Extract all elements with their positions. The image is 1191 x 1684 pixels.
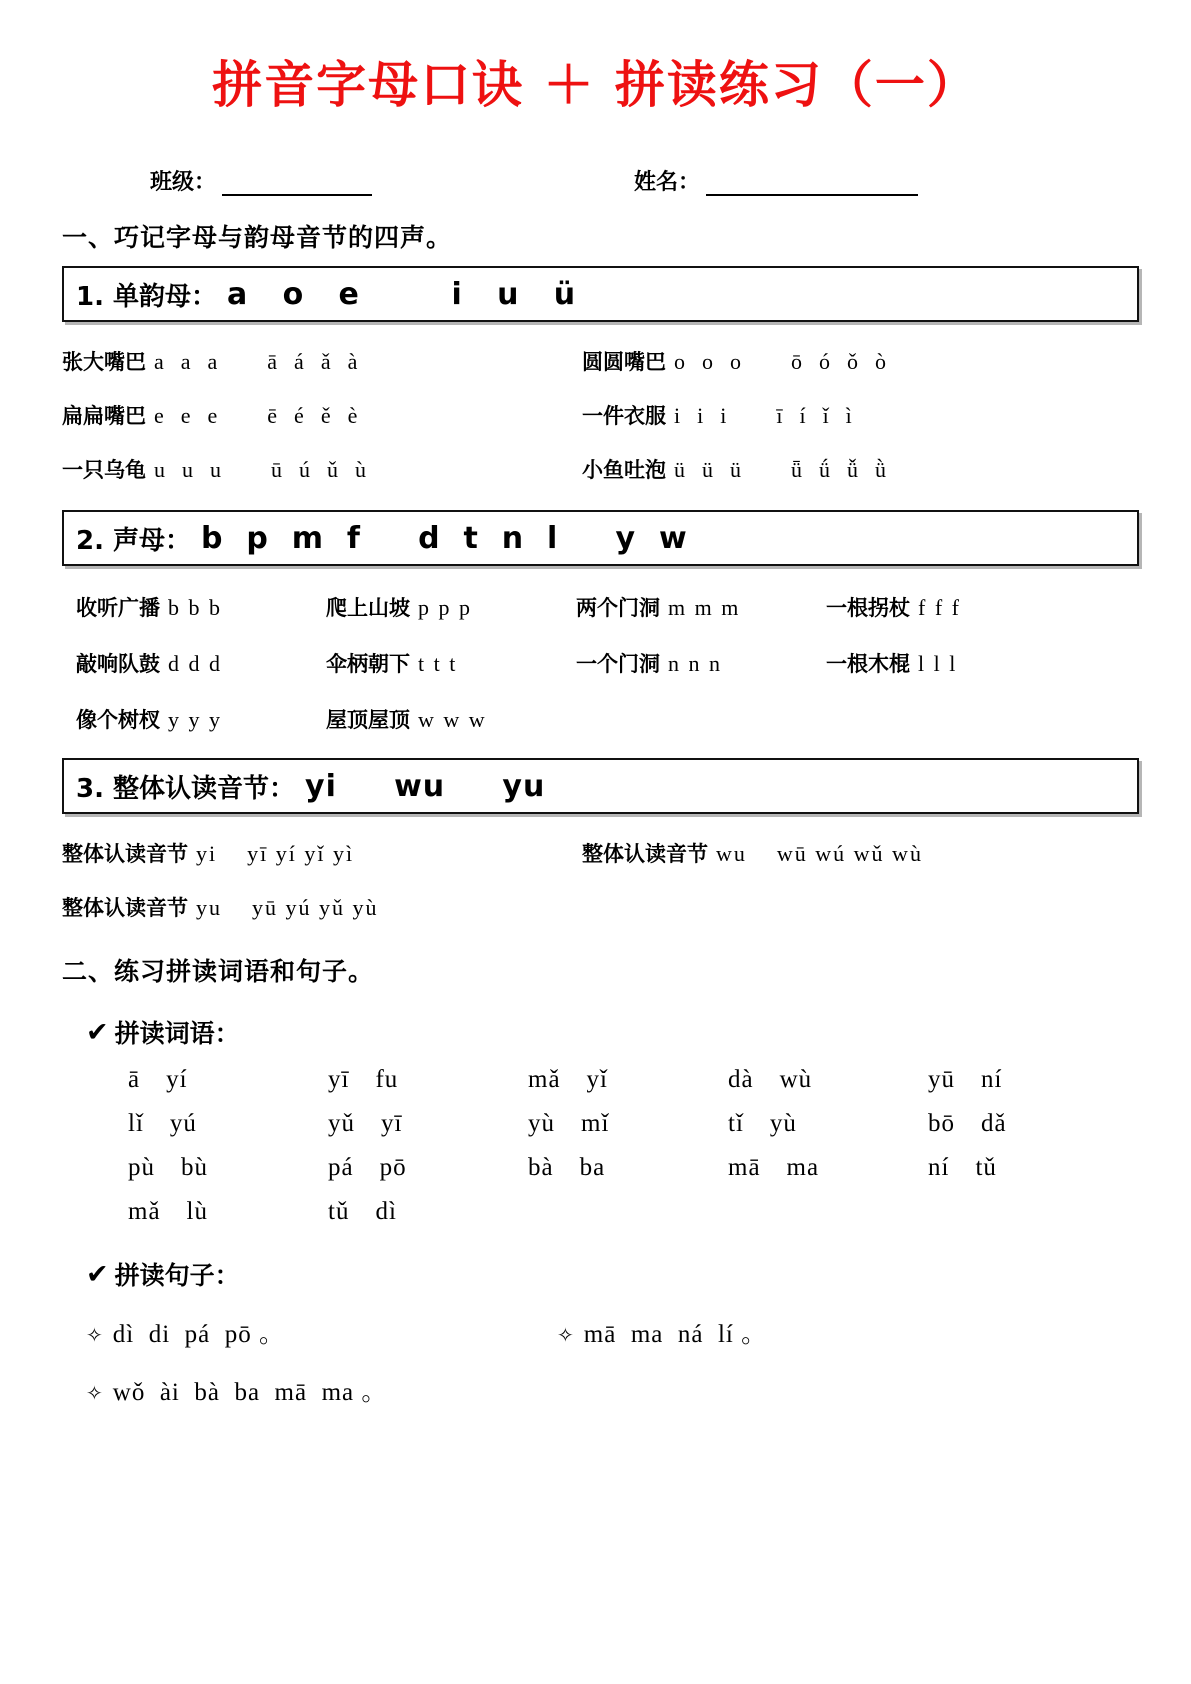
class-blank-line[interactable]	[222, 174, 372, 196]
diamond-bullet-icon: ✧	[557, 1325, 574, 1347]
mnemonic-phrase: 张大嘴巴	[62, 350, 146, 374]
syllable: fu	[375, 1066, 399, 1093]
consonant-mnemonic-cell	[326, 648, 576, 678]
consonant-mnemonic-row	[62, 592, 1139, 622]
mnemonic-letters: f f f	[918, 595, 961, 620]
consonant-mnemonic-cell	[576, 648, 826, 678]
syllable: dǎ	[981, 1110, 1007, 1137]
diamond-bullet-icon: ✧	[86, 1325, 103, 1347]
simple-vowels-box	[62, 266, 1139, 322]
section-two-heading: 二、练习拼读词语和句子。	[62, 957, 375, 986]
mnemonic-letters: u u u	[154, 457, 223, 482]
student-info-row	[0, 165, 1191, 196]
consonant-mnemonic-cell	[76, 592, 326, 622]
initials-label: 2. 声母：	[76, 525, 192, 556]
word-pair	[928, 1110, 1128, 1138]
mnemonic-letters: a a a	[154, 349, 220, 374]
whole-syllable-cell	[62, 892, 582, 922]
whole-syllable-base: wu	[716, 841, 747, 866]
read-sentences-heading	[0, 1256, 1191, 1292]
mnemonic-phrase: 扁扁嘴巴	[62, 404, 146, 428]
consonant-mnemonic-cell	[826, 648, 957, 678]
read-sentences-label: 拼读句子：	[114, 1261, 240, 1290]
consonant-mnemonic-cell	[326, 592, 576, 622]
sentence-row	[86, 1372, 1191, 1408]
mnemonic-letters: ü ü ü	[674, 457, 743, 482]
word-pair	[128, 1110, 328, 1138]
whole-syllable-tones: wū wú wǔ wù	[776, 841, 923, 866]
whole-syllable-tones: yū yú yǔ yù	[252, 895, 379, 920]
read-words-label: 拼读词语：	[114, 1019, 240, 1048]
vowel-mnemonic-row	[62, 454, 1139, 484]
syllable: mǎ	[128, 1198, 161, 1225]
mnemonic-letters: b b b	[168, 595, 222, 620]
mnemonic-phrase: 小鱼吐泡	[582, 458, 666, 482]
syllable: yū	[928, 1066, 955, 1093]
syllable: yī	[381, 1110, 403, 1137]
whole-syllable-row	[62, 838, 1139, 868]
word-pair	[328, 1154, 528, 1182]
word-pair	[728, 1110, 928, 1138]
syllable: dì	[375, 1198, 397, 1225]
read-words-heading	[0, 1014, 1191, 1050]
name-blank-line[interactable]	[706, 174, 918, 196]
vowel-mnemonic-row	[62, 400, 1139, 430]
vowel-mnemonic-cell	[62, 454, 582, 484]
mnemonic-letters: w w w	[418, 707, 487, 732]
name-label: 姓名：	[634, 170, 701, 195]
word-pair	[928, 1066, 1128, 1094]
word-row	[128, 1154, 1191, 1182]
mnemonic-letters: p p p	[418, 595, 472, 620]
syllable: pù	[128, 1154, 155, 1181]
sentence-text: mā ma ná lí 。	[583, 1321, 768, 1348]
syllable: yù	[528, 1110, 555, 1137]
syllable: bù	[181, 1154, 208, 1181]
whole-syllable-base: yu	[196, 895, 222, 920]
consonant-mnemonic-row	[62, 648, 1139, 678]
check-icon: ✔	[86, 1258, 109, 1290]
mnemonic-tones: ǖ ǘ ǚ ǜ	[791, 457, 888, 482]
class-label: 班级：	[150, 170, 217, 195]
syllable: yí	[166, 1066, 188, 1093]
mnemonic-letters: y y y	[168, 707, 222, 732]
whole-syllables-label: 3. 整体认读音节：	[76, 773, 296, 804]
vowel-mnemonic-row	[62, 346, 1139, 376]
mnemonic-phrase: 一个门洞	[576, 652, 660, 676]
word-pair	[528, 1066, 728, 1094]
word-pair	[128, 1066, 328, 1094]
mnemonic-tones: ō ó ǒ ò	[791, 349, 888, 374]
consonant-mnemonic-cell	[826, 592, 961, 622]
syllable: bà	[528, 1154, 554, 1181]
vowel-mnemonic-cell	[582, 400, 854, 430]
syllable: ma	[786, 1154, 820, 1181]
check-icon: ✔	[86, 1016, 109, 1048]
sentence-text: wǒ ài bà ba mā ma 。	[112, 1379, 388, 1406]
syllable: ní	[928, 1154, 950, 1181]
word-pair	[328, 1198, 528, 1226]
mnemonic-letters: l l l	[918, 651, 958, 676]
mnemonic-letters: o o o	[674, 349, 743, 374]
whole-syllable-phrase: 整体认读音节	[62, 842, 188, 866]
syllable: yú	[169, 1110, 197, 1137]
word-pair	[328, 1066, 528, 1094]
mnemonic-phrase: 爬上山坡	[326, 596, 410, 620]
syllable: lù	[186, 1198, 208, 1225]
whole-syllable-tones: yī yí yǐ yì	[247, 841, 355, 866]
syllable: yī	[328, 1066, 350, 1093]
syllable: tǔ	[328, 1198, 350, 1225]
mnemonic-phrase: 两个门洞	[576, 596, 660, 620]
syllable: yù	[769, 1110, 797, 1137]
mnemonic-tones: ū ú ǔ ù	[271, 457, 368, 482]
syllable: ā	[128, 1066, 141, 1093]
whole-syllable-row	[62, 892, 1139, 922]
syllable: ba	[579, 1154, 606, 1181]
word-row	[128, 1198, 1191, 1226]
name-field	[634, 165, 918, 196]
initials-box	[62, 510, 1139, 566]
sentence-item	[86, 1372, 387, 1408]
syllable: pá	[328, 1154, 354, 1181]
mnemonic-letters: i i i	[674, 403, 729, 428]
whole-syllable-phrase: 整体认读音节	[582, 842, 708, 866]
consonant-mnemonic-row	[62, 704, 1139, 734]
whole-syllable-cell	[62, 838, 582, 868]
mnemonic-letters: m m m	[668, 595, 741, 620]
consonant-mnemonic-cell	[576, 592, 826, 622]
mnemonic-tones: ī í ǐ ì	[776, 403, 854, 428]
mnemonic-phrase: 圆圆嘴巴	[582, 350, 666, 374]
mnemonic-phrase: 一根拐杖	[826, 596, 910, 620]
simple-vowels-letters: a o e i u ü	[227, 276, 577, 312]
class-field	[150, 165, 372, 196]
mnemonic-phrase: 一件衣服	[582, 404, 666, 428]
mnemonic-letters: t t t	[418, 651, 458, 676]
word-row	[128, 1066, 1191, 1094]
whole-syllable-cell	[582, 838, 923, 868]
mnemonic-letters: e e e	[154, 403, 220, 428]
mnemonic-phrase: 收听广播	[76, 596, 160, 620]
consonant-mnemonic-cell	[76, 704, 326, 734]
consonant-mnemonics	[62, 592, 1139, 734]
simple-vowels-label: 1. 单韵母：	[76, 281, 218, 312]
sentence-item	[86, 1314, 285, 1350]
vowel-mnemonic-cell	[582, 454, 888, 484]
syllable: mǎ	[528, 1066, 561, 1093]
syllable: yǐ	[586, 1066, 608, 1093]
syllable: pō	[379, 1154, 407, 1181]
word-pair	[528, 1154, 728, 1182]
syllable: dà	[728, 1066, 754, 1093]
sentence-row	[86, 1314, 1191, 1350]
whole-syllables-box	[62, 758, 1139, 814]
mnemonic-phrase: 屋顶屋顶	[326, 708, 410, 732]
mnemonic-phrase: 一只乌龟	[62, 458, 146, 482]
mnemonic-tones: ē é ě è	[267, 403, 360, 428]
word-pair	[728, 1154, 928, 1182]
vowel-mnemonic-cell	[62, 346, 582, 376]
word-pair	[128, 1198, 328, 1226]
vowel-mnemonics	[62, 346, 1139, 484]
word-pair	[728, 1066, 928, 1094]
word-pair	[928, 1154, 1128, 1182]
syllable: tǔ	[975, 1154, 997, 1181]
word-row	[128, 1110, 1191, 1138]
mnemonic-letters: d d d	[168, 651, 222, 676]
vowel-mnemonic-cell	[62, 400, 582, 430]
whole-syllables-letters: yi wu yu	[305, 768, 546, 804]
mnemonic-phrase: 敲响队鼓	[76, 652, 160, 676]
mnemonic-phrase: 伞柄朝下	[326, 652, 410, 676]
sentence-practice	[0, 1314, 1191, 1408]
mnemonic-phrase: 像个树杈	[76, 708, 160, 732]
consonant-mnemonic-cell	[76, 648, 326, 678]
syllable: wù	[779, 1066, 813, 1093]
initials-letters: b p m f d t n l y w	[201, 520, 688, 556]
syllable: lǐ	[128, 1110, 144, 1137]
word-pair	[328, 1110, 528, 1138]
vowel-mnemonic-cell	[582, 346, 888, 376]
mnemonic-tones: ā á ǎ à	[267, 349, 360, 374]
mnemonic-letters: n n n	[668, 651, 722, 676]
page-title: 拼音字母口诀 ＋ 拼读练习（一）	[212, 56, 979, 114]
sentence-item	[557, 1314, 767, 1350]
syllable: mā	[728, 1154, 761, 1181]
word-pair	[128, 1154, 328, 1182]
whole-syllable-base: yi	[196, 841, 218, 866]
consonant-mnemonic-cell	[326, 704, 487, 734]
section-one-heading: 一、巧记字母与韵母音节的四声。	[62, 223, 453, 252]
syllable: tǐ	[728, 1110, 744, 1137]
sentence-text: dì di pá pō 。	[112, 1321, 286, 1348]
word-practice-grid	[0, 1066, 1191, 1226]
syllable: ní	[981, 1066, 1003, 1093]
syllable: yǔ	[328, 1110, 355, 1137]
mnemonic-phrase: 一根木棍	[826, 652, 910, 676]
syllable: bō	[928, 1110, 955, 1137]
diamond-bullet-icon: ✧	[86, 1383, 103, 1405]
word-pair	[528, 1110, 728, 1138]
syllable: mǐ	[581, 1110, 610, 1137]
whole-syllable-phrase: 整体认读音节	[62, 896, 188, 920]
whole-syllable-lines	[62, 838, 1139, 922]
